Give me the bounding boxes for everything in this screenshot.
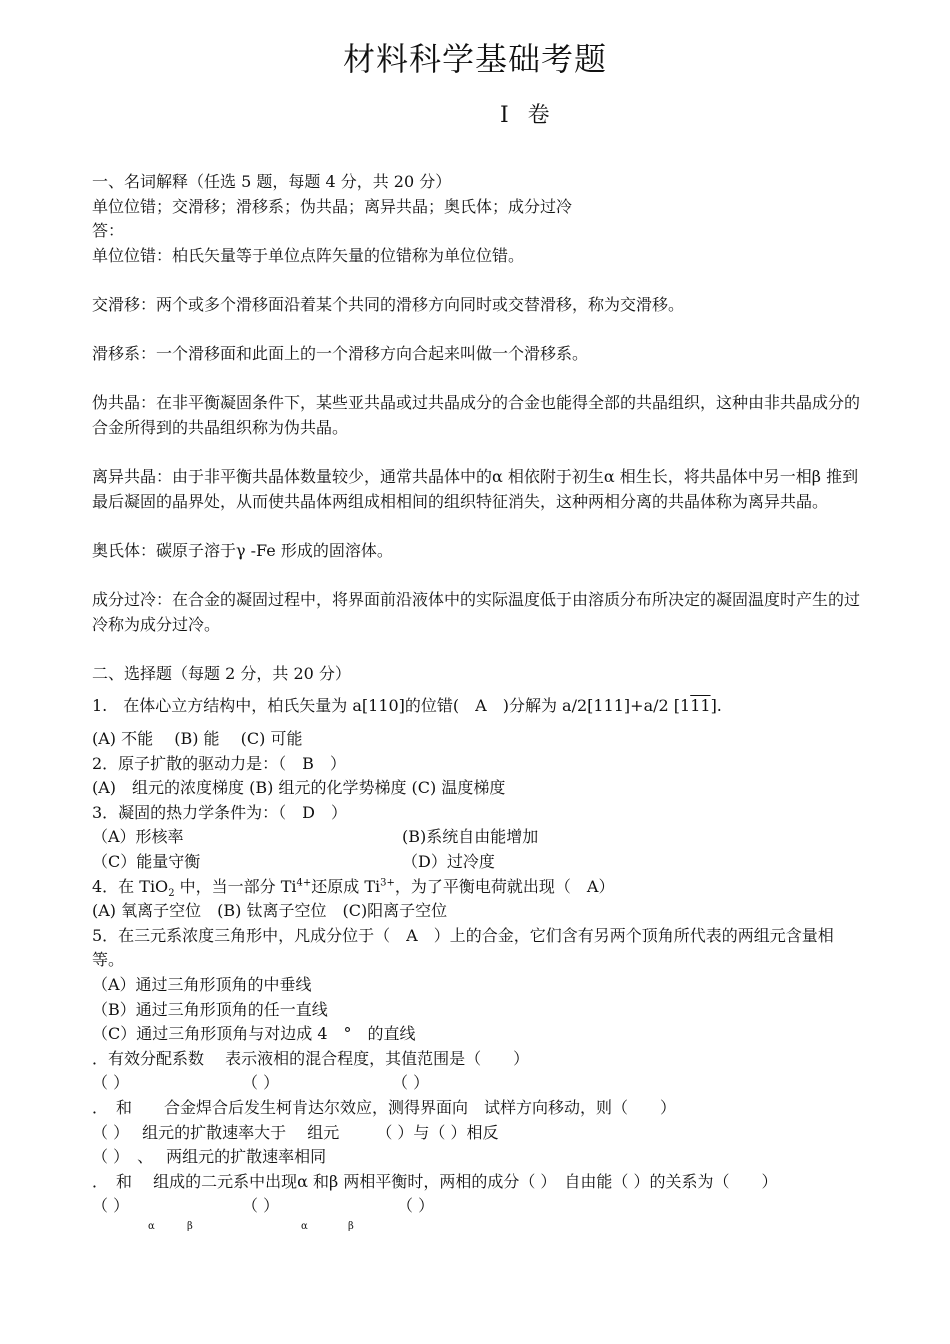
question-5-stem: 5．在三元系浓度三角形中，凡成分位于（ A ）上的合金，它们含有另两个顶角所代表的两组元含量相等。: [92, 925, 834, 970]
option-a: （A）形核率: [92, 827, 184, 847]
question-6-stem: ．有效分配系数 表示液相的混合程度，其值范围是（ ）: [92, 1048, 530, 1068]
alpha-mark: α: [148, 1220, 155, 1232]
answer-pseudo-eutectic: 伪共晶：在非平衡凝固条件下，某些亚共晶或过共晶成分的合金也能得全部的共晶组织，这种由非共晶成分的合金所得到的共晶组织称为伪共晶。: [92, 393, 861, 437]
question-8-options: （ ） （ ） （ ）: [92, 1196, 435, 1216]
question-6-options: （ ） （ ） （ ）: [92, 1073, 430, 1093]
beta-mark: β: [187, 1220, 193, 1232]
answer-label: 答：: [92, 221, 125, 241]
spacer: [92, 318, 860, 343]
question-7-options-2: （ ） 、 两组元的扩散速率相同: [92, 1147, 327, 1167]
answer-slip-system: 滑移系：一个滑移面和此面上的一个滑移方向合起来叫做一个滑移系。: [92, 344, 589, 364]
page-subtitle: I 卷: [500, 103, 556, 128]
spacer: [92, 514, 860, 539]
question-3-options-row-2: [92, 850, 860, 875]
question-2-stem: 2．原子扩散的驱动力是：（ B ）: [92, 753, 346, 773]
page-title: 材料科学基础考题: [342, 40, 607, 78]
option-c: （C）能量守衡: [92, 852, 201, 872]
section1-terms: 单位位错；交滑移；滑移系；伪共晶；离异共晶；奥氏体；成分过冷: [92, 196, 573, 216]
question-3-options-row-1: [92, 825, 860, 850]
spacer: [92, 367, 860, 392]
question-4-options: (A) 氧离子空位 (B) 钛离子空位 (C)阳离子空位: [92, 901, 448, 921]
question-8-subscripts: [92, 1219, 860, 1233]
option-b: (B)系统自由能增加: [402, 827, 539, 847]
spacer: [92, 637, 860, 662]
question-5-option-a: （A）通过三角形顶角的中垂线: [92, 975, 312, 994]
question-5-option-c: （C）通过三角形顶角与对边成 4 ° 的直线: [92, 1024, 416, 1044]
section1-heading: 一、名词解释（任选 5 题，每题 4 分，共 20 分）: [92, 172, 452, 191]
question-7-options-1: （ ） 组元的扩散速率大于 组元 （ ）与（ ）相反: [92, 1122, 499, 1142]
answer-divorced-eutectic: 离异共晶：由于非平衡共晶体数量较少，通常共晶体中的α 相依附于初生α 相生长，将共晶体中另一相β 推到最后凝固的晶界处，从而使共晶体两组成相相间的组织特征消失，这种两相分离的共晶体称为离异共晶。: [92, 467, 859, 511]
answer-constitutional-supercooling: 成分过冷：在合金的凝固过程中，将界面前沿液体中的实际温度低于由溶质分布所决定的凝固温度时产生的过冷称为成分过冷。: [92, 590, 861, 634]
question-7-stem: ． 和 合金焊合后发生柯肯达尔效应，测得界面向 试样方向移动，则（ ）: [92, 1097, 677, 1117]
question-3-stem: 3．凝固的热力学条件为：（ D ）: [92, 802, 348, 822]
option-d: （D）过冷度: [402, 852, 495, 872]
section2-heading: 二、选择题（每题 2 分，共 20 分）: [92, 663, 351, 683]
question-1-options: (A) 不能 (B) 能 (C) 可能: [92, 729, 303, 749]
question-5-option-b: （B）通过三角形顶角的任一直线: [92, 999, 328, 1019]
question-8-stem: ． 和 组成的二元系中出现α 和β 两相平衡时，两相的成分（ ） 自由能（ ）的关系为（ ）: [92, 1171, 778, 1191]
spacer: [92, 441, 860, 466]
question-2-options: (A) 组元的浓度梯度 (B) 组元的化学势梯度 (C) 温度梯度: [92, 778, 506, 798]
question-4-stem: 4．在 TiO$_2$ 中，当一部分 $Ti^{4+}$还原成 $Ti^{3+}$，为了平衡电荷就出现（ A）: [92, 876, 615, 899]
spacer: [92, 268, 860, 293]
question-1-stem: 1. 在体心立方结构中，柏氏矢量为 a[110]的位错( A )分解为 a/2[111]+a/2 [111].: [92, 696, 722, 716]
document-body: [92, 170, 860, 1233]
answer-austenite: 奥氏体：碳原子溶于γ -Fe 形成的固溶体。: [92, 540, 393, 560]
alpha-mark: α: [301, 1220, 308, 1232]
spacer: [92, 686, 860, 694]
spacer: [92, 719, 860, 727]
beta-mark: β: [348, 1220, 354, 1232]
answer-cross-slip: 交滑移：两个或多个滑移面沿着某个共同的滑移方向同时或交替滑移，称为交滑移。: [92, 294, 685, 314]
spacer: [92, 564, 860, 589]
answer-unit-dislocation: 单位位错：柏氏矢量等于单位点阵矢量的位错称为单位位错。: [92, 245, 525, 265]
